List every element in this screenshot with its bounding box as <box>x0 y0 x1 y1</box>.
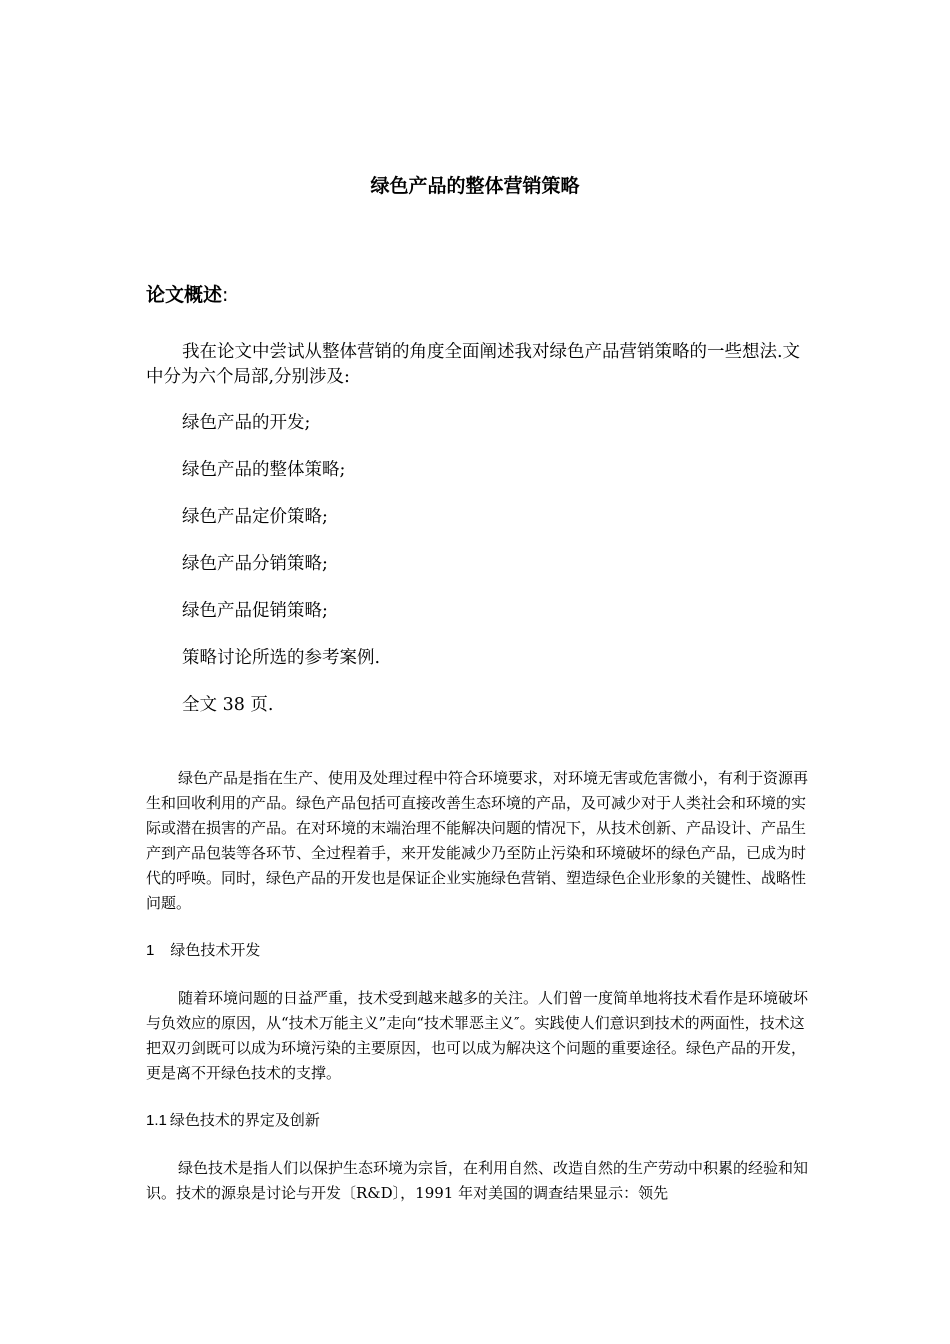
section-1-1-heading <box>146 1108 320 1133</box>
overview-item: 绿色产品定价策略; <box>182 507 328 527</box>
overview-item: 绿色产品促销策略; <box>182 601 328 621</box>
section-1-paragraph: 随着环境问题的日益严重，技术受到越来越多的关注。人们曾一度简单地将技术看作是环境破坏与负效应的原因，从“技术万能主义”走向“技术罪恶主义″。实践使人们意识到技术的两面性，技术这把双刃剑既可以成为环境污染的主要原因，也可以成为解决这个问题的重要途径。绿色产品的开发，更是离不开绿色技术的支撑。 <box>146 989 809 1082</box>
overview-paragraph: 我在论文中尝试从整体营销的角度全面阐述我对绿色产品营销策略的一些想法.文中分为六个局部,分别涉及: <box>146 342 801 387</box>
overview-item: 绿色产品的开发; <box>182 413 311 433</box>
overview-heading-colon: : <box>222 284 229 306</box>
section-title: 绿色技术的界定及创新 <box>169 1111 320 1129</box>
overview-list <box>182 408 380 737</box>
section-1-1-paragraph: 绿色技术是指人们以保护生态环境为宗旨，在利用自然、改造自然的生产劳动中积累的经验和知识。技术的源泉是讨论与开发〔R&D〕，1991 年对美国的调查结果显示：领先 <box>146 1159 809 1202</box>
overview-item: 全文 38 页. <box>182 695 274 715</box>
section-number: 1 <box>146 942 155 959</box>
overview-heading <box>146 282 228 308</box>
overview-item: 绿色产品分销策略; <box>182 554 328 574</box>
intro-paragraph: 绿色产品是指在生产、使用及处理过程中符合环境要求，对环境无害或危害微小，有利于资源再生和回收利用的产品。绿色产品包括可直接改善生态环境的产品，及可减少对于人类社会和环境的实际或潜在损害的产品。在对环境的末端治理不能解决问题的情况下，从技术创新、产品设计、产品生产到产品包装等各环节、全过程着手，来开发能减少乃至防止污染和环境破坏的绿色产品，已成为时代的呼唤。同时，绿色产品的开发也是保证企业实施绿色营销、塑造绿色企业形象的关键性、战略性问题。 <box>146 769 809 912</box>
overview-item: 绿色产品的整体策略; <box>182 460 346 480</box>
section-number: 1.1 <box>146 1112 167 1129</box>
overview-heading-text: 论文概述 <box>146 284 223 306</box>
document-title: 绿色产品的整体营销策略 <box>370 175 580 197</box>
section-1-heading <box>146 938 260 963</box>
overview-item: 策略讨论所选的参考案例. <box>182 648 381 668</box>
section-title: 绿色技术开发 <box>170 941 261 959</box>
